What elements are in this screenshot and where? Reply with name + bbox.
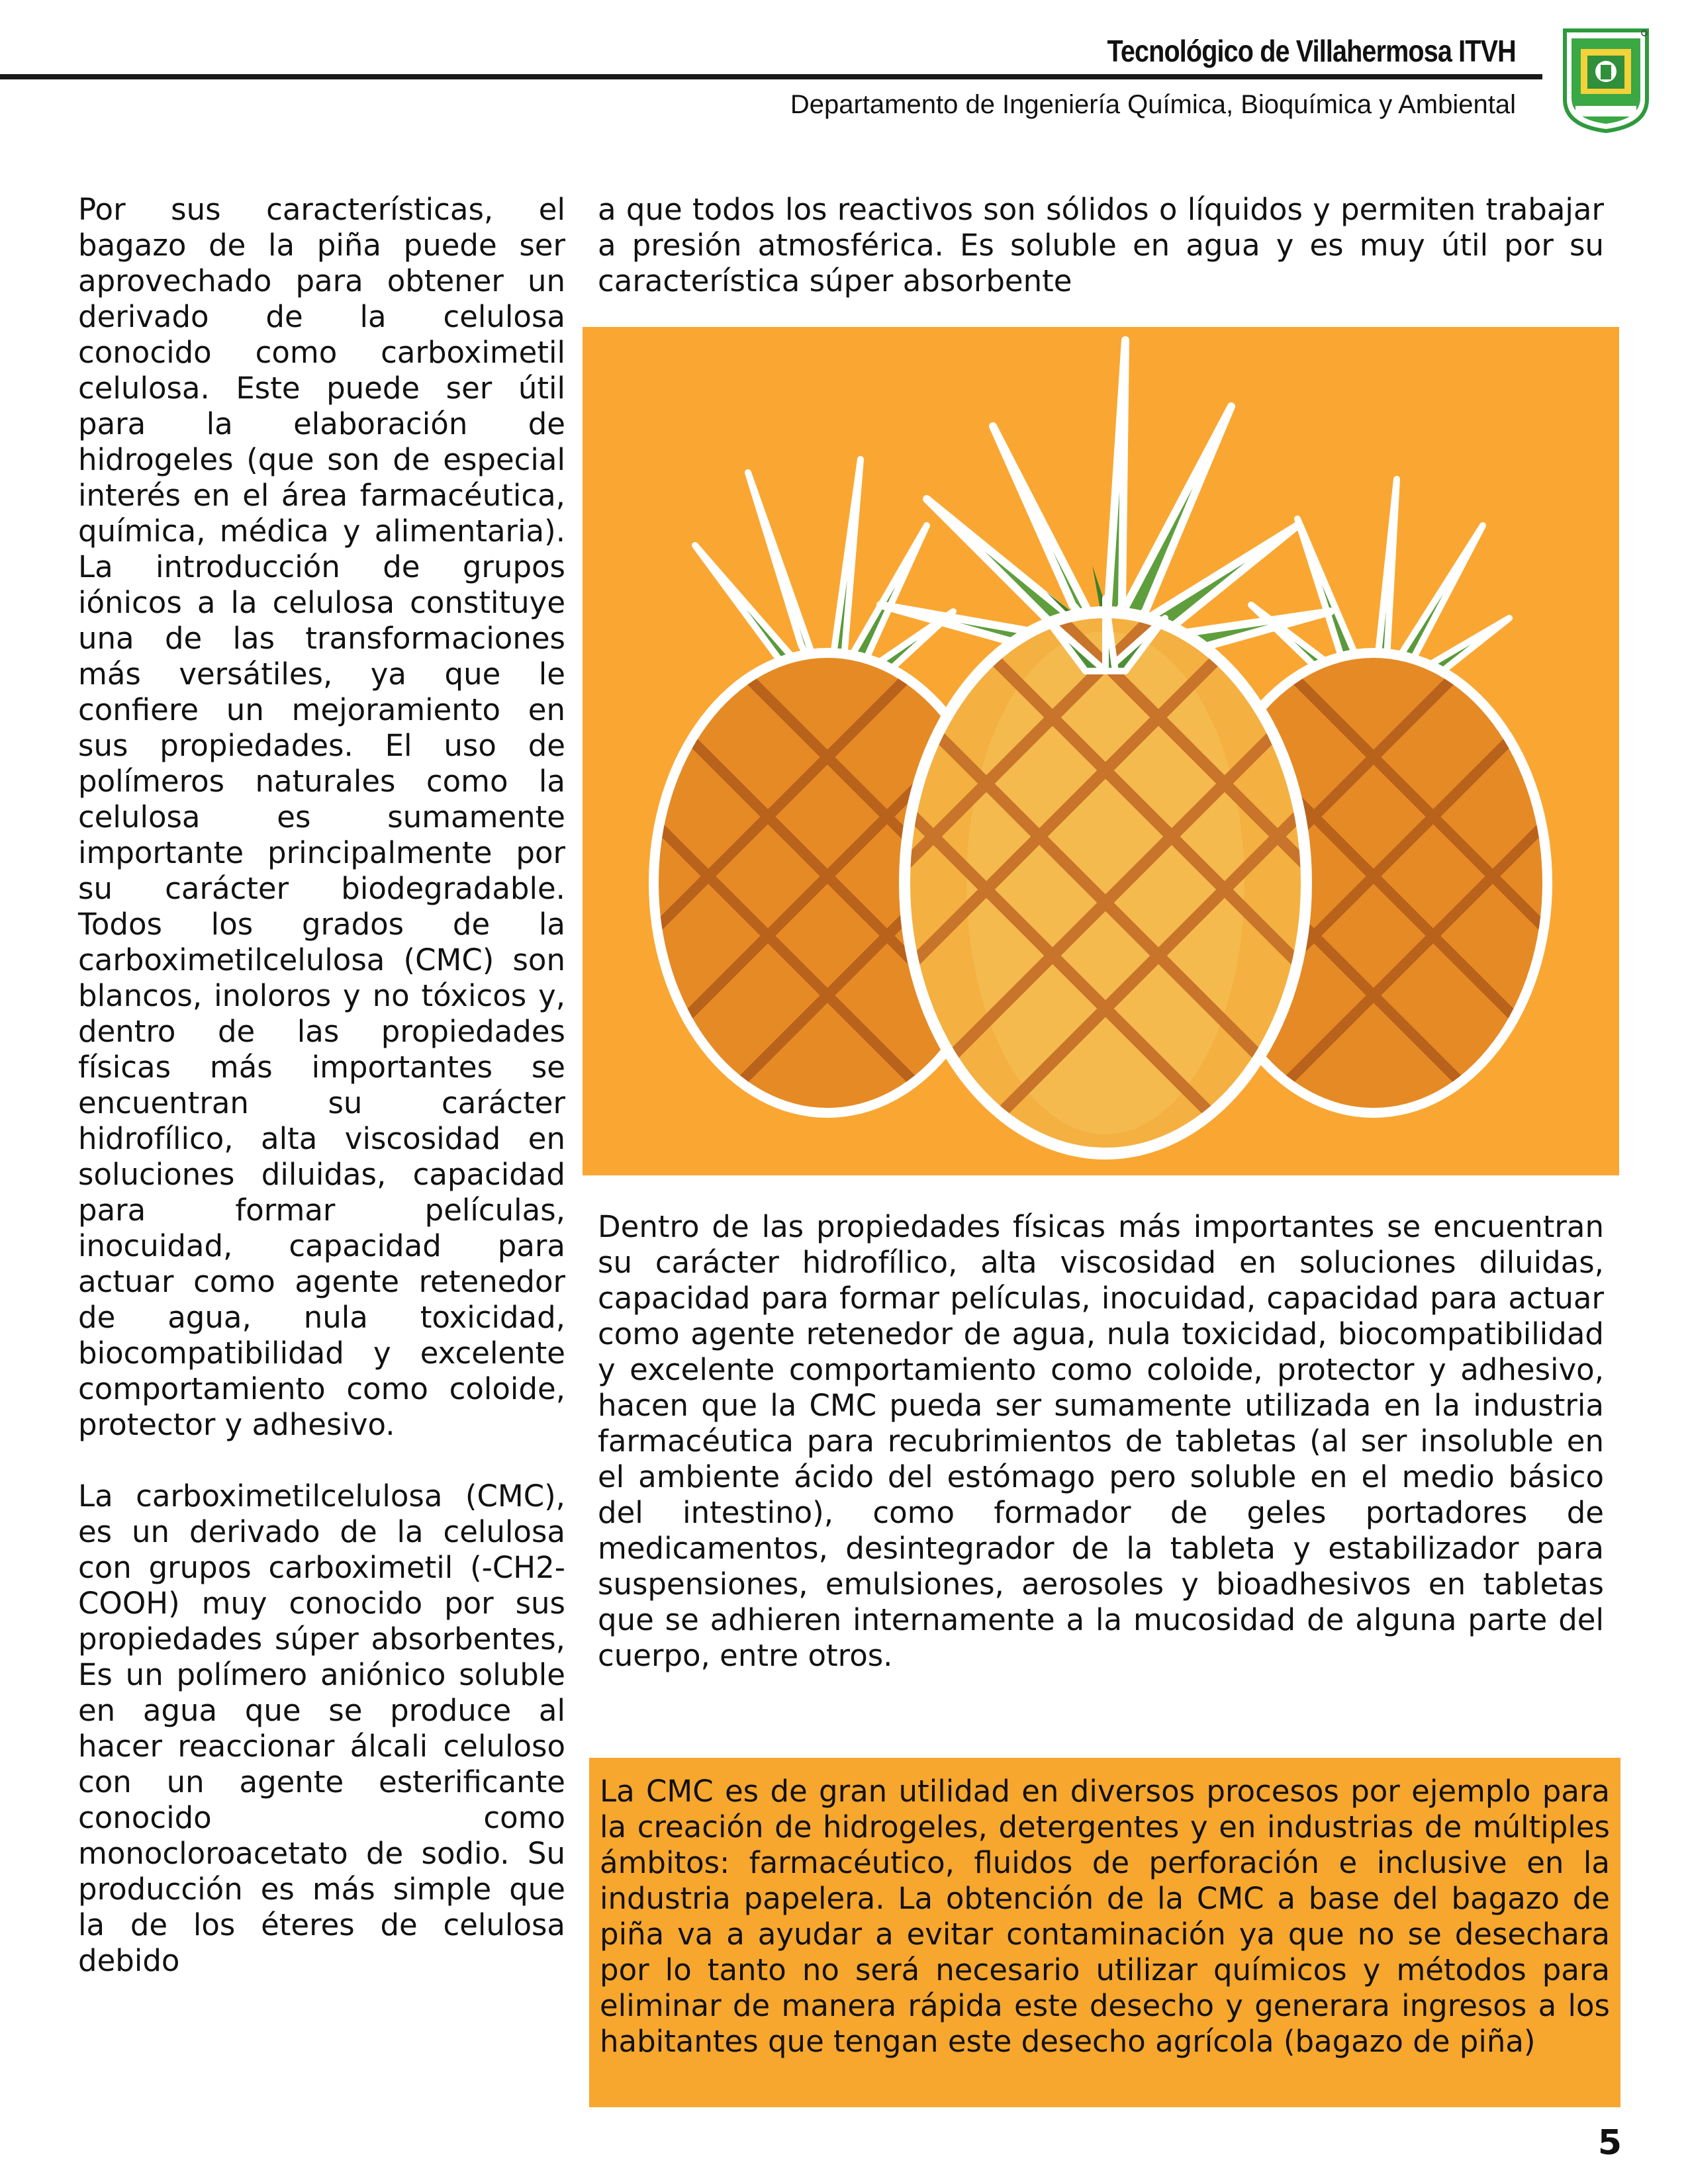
department-subtitle: Departamento de Ingeniería Química, Bioquímica y Ambiental bbox=[790, 90, 1516, 119]
right-column-top bbox=[598, 192, 1604, 299]
right-paragraph-top: a que todos los reactivos son sólidos o líquidos y permiten trabajar a presión atmosférica. Es soluble en agua y es muy útil por su característica súper absorbente bbox=[598, 192, 1604, 298]
left-paragraph-2: La carboximetilcelulosa (CMC), es un derivado de la celulosa con grupos carboximetil (-CH2-COOH) muy conocido por sus propiedades súper absorbentes, Es un polímero aniónico soluble en agua que se produce al hacer reaccionar álcali celuloso con un agente esterificante conocido como monocloroacetato de sodio. Su producción es más simple que la de los éteres de celulosa debido bbox=[78, 1479, 565, 1978]
three-pineapples-illustration-icon bbox=[583, 327, 1619, 1175]
highlight-text: La CMC es de gran utilidad en diversos procesos por ejemplo para la creación de hidrogeles, detergentes y en industrias de múltiples ámbitos: farmacéutico, fluidos de perforación e inclusive en la industria papelera. La obtención de la CMC a base del bagazo de piña va a ayudar a evitar contaminación ya que no se desechara por lo tanto no será necesario utilizar químicos y métodos para eliminar de manera rápida este desecho y generara ingresos a los habitantes que tengan este desecho agrícola (bagazo de piña) bbox=[600, 1774, 1610, 2059]
left-paragraph-1: Por sus características, el bagazo de la piña puede ser aprovechado para obtener un derivado de la celulosa conocido como carboximetil celulosa. Este puede ser útil para la elaboración de hidrogeles (que son de especial interés en el área farmacéutica, química, médica y alimentaria). La introducción de grupos iónicos a la celulosa constituye una de las transformaciones más versátiles, ya que le confiere un mejoramiento en sus propiedades. El uso de polímeros naturales como la celulosa es sumamente importante principalmente por su carácter biodegradable. Todos los grados de la carboximetilcelulosa (CMC) son blancos, inoloros y no tóxicos y, dentro de las propiedades físicas más importantes se encuentran su carácter hidrofílico, alta viscosidad en soluciones diluidas, capacidad para formar películas, inocuidad, capacidad para actuar como agente retenedor de agua, nula toxicidad, biocompatibilidad y excelente comportamiento como coloide, protector y adhesivo. bbox=[78, 192, 565, 1442]
right-paragraph-middle: Dentro de las propiedades físicas más importantes se encuentran su carácter hidrofílico, alta viscosidad en soluciones diluidas, capacidad para formar películas, inocuidad, capacidad para actuar como agente retenedor de agua, nula toxicidad, biocompatibilidad y excelente comportamiento como coloide, protector y adhesivo, hacen que la CMC pueda ser sumamente utilizada en la industria farmacéutica para recubrimientos de tabletas (al ser insoluble en el ambiente ácido del estómago pero soluble en el medio básico del intestino), como formador de geles portadores de medicamentos, desintegrador de la tableta y estabilizador para suspensiones, emulsiones, aerosoles y bioadhesivos en tabletas que se adhieren internamente a la mucosidad de alguna parte del cuerpo, entre otros. bbox=[598, 1209, 1604, 1673]
highlight-box bbox=[589, 1758, 1620, 2107]
pineapple-illustration bbox=[583, 327, 1619, 1175]
left-column bbox=[78, 192, 565, 1979]
header-rule bbox=[0, 74, 1542, 79]
page-number: 5 bbox=[1597, 2123, 1622, 2163]
itvh-shield-logo-icon bbox=[1561, 26, 1651, 134]
right-column-middle bbox=[598, 1209, 1604, 1674]
institution-title: Tecnológico de Villahermosa ITVH bbox=[1107, 34, 1516, 68]
